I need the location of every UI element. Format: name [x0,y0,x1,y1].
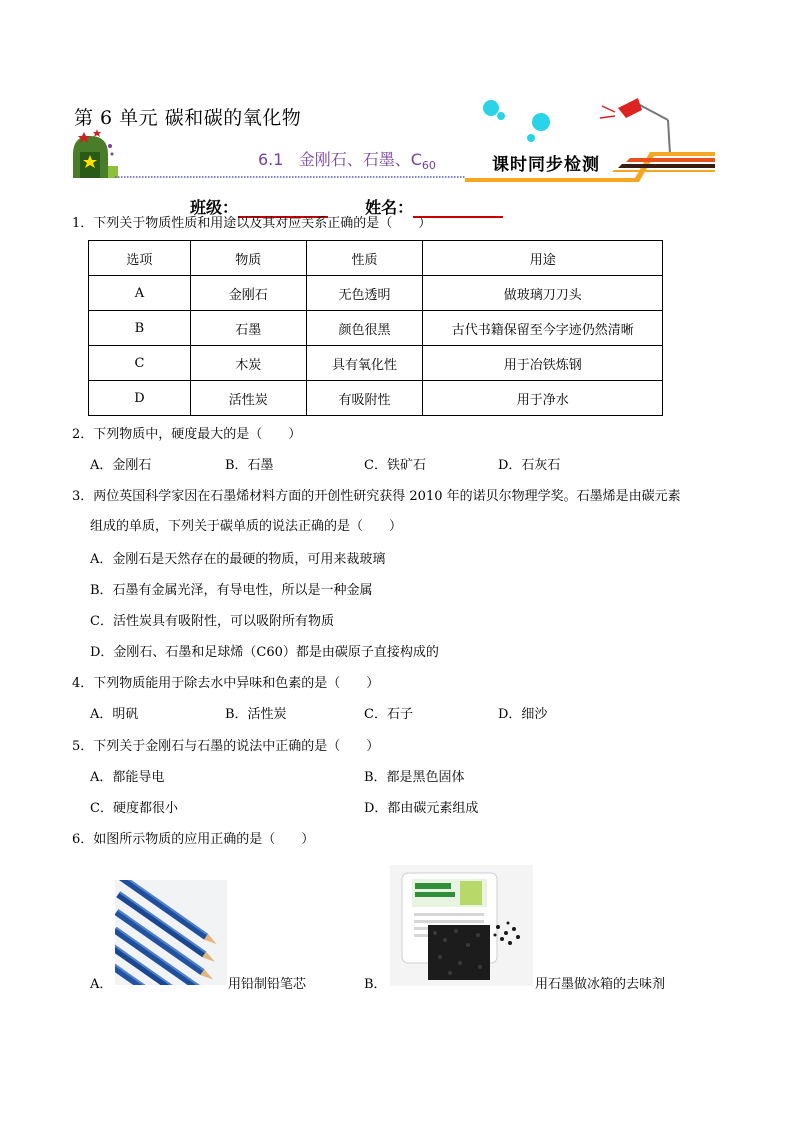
section-name: 金刚石、石墨、C [298,150,422,169]
q2-option-b[interactable]: B．石墨 [225,458,274,473]
table-cell: 有吸附性 [306,381,423,416]
name-label: 姓名： [365,198,414,217]
q3-stem-line1: 3．两位英国科学家因在石墨烯材料方面的开创性研究获得 2010 年的诺贝尔物理学奖。石墨烯是由碳元素 [72,489,681,504]
q2-stem: 2．下列物质中，硬度最大的是（ ） [72,427,302,442]
table-header-cell: 物质 [190,241,306,276]
q4-option-a[interactable]: A．明矾 [90,707,139,722]
deodorizer-icon [390,865,533,986]
table-row [89,346,663,381]
q1-table [88,240,663,416]
q2-option-c[interactable]: C．铁矿石 [364,458,426,473]
table-cell: B [89,311,191,346]
q3-option-b[interactable]: B．石墨有金属光泽，有导电性，所以是一种金属 [90,583,373,598]
q2-option-d[interactable]: D．石灰石 [498,458,561,473]
detect-label: 课时同步检测 [492,155,600,175]
q3-stem-line2: 组成的单质，下列关于碳单质的说法正确的是（ ） [90,519,403,534]
bubble-icons [483,100,550,142]
section-title [258,147,436,172]
table-cell: A [89,276,191,311]
q5-option-d[interactable]: D．都由碳元素组成 [364,801,479,816]
section-subscript: 60 [421,159,436,173]
table-row [89,311,663,346]
q4-option-d[interactable]: D．细沙 [498,707,548,722]
q5-option-b[interactable]: B．都是黑色固体 [364,770,465,785]
table-header-cell: 选项 [89,241,191,276]
table-cell: 金刚石 [190,276,306,311]
q6-option-b-letter[interactable]: B． [364,977,387,992]
section-number: 6.1 [258,150,284,169]
q2-option-a[interactable]: A．金刚石 [90,458,152,473]
q4-stem: 4．下列物质能用于除去水中异味和色素的是（ ） [72,676,380,691]
table-header-cell: 性质 [306,241,423,276]
q5-option-c[interactable]: C．硬度都很小 [90,801,178,816]
q5-option-a[interactable]: A．都能导电 [90,770,165,785]
q3-option-d[interactable]: D．金刚石、石墨和足球烯（C60）都是由碳原子直接构成的 [90,645,439,660]
table-cell: 具有氧化性 [306,346,423,381]
pencils-image [115,880,227,985]
q5-stem: 5．下列关于金刚石与石墨的说法中正确的是（ ） [72,739,380,754]
table-cell: 古代书籍保留至今字迹仍然清晰 [423,311,663,346]
table-cell: 颜色很黑 [306,311,423,346]
table-row [89,381,663,416]
table-cell: 用于冶铁炼钢 [423,346,663,381]
unit-title: 第 6 单元 碳和碳的氧化物 [74,107,302,129]
q4-option-b[interactable]: B．活性炭 [225,707,287,722]
table-cell: 用于净水 [423,381,663,416]
table-cell: 木炭 [190,346,306,381]
q6-stem: 6．如图所示物质的应用正确的是（ ） [72,832,315,847]
lamp-icon [600,98,670,154]
house-logo-icon [73,136,118,178]
table-cell: D [89,381,191,416]
q6-option-a-letter[interactable]: A． [90,977,113,992]
deodorizer-image [390,865,533,986]
pencils-icon [115,880,227,985]
q3-option-a[interactable]: A．金刚石是天然存在的最硬的物质，可用来裁玻璃 [90,552,386,567]
table-cell: 石墨 [190,311,306,346]
table-header-cell: 用途 [423,241,663,276]
q6-option-a-text: 用铅制铅笔芯 [228,977,307,992]
q1-stem: 1．下列关于物质性质和用途以及其对应关系正确的是（ ） [72,216,432,231]
table-row [89,276,663,311]
table-cell: 做玻璃刀刀头 [423,276,663,311]
table-cell: C [89,346,191,381]
table-header-row [89,241,663,276]
q4-option-c[interactable]: C．石子 [364,707,413,722]
q6-option-b-text: 用石墨做冰箱的去味剂 [535,977,666,992]
class-label: 班级： [190,198,239,217]
table-cell: 活性炭 [190,381,306,416]
table-cell: 无色透明 [306,276,423,311]
q3-option-c[interactable]: C．活性炭具有吸附性，可以吸附所有物质 [90,614,334,629]
